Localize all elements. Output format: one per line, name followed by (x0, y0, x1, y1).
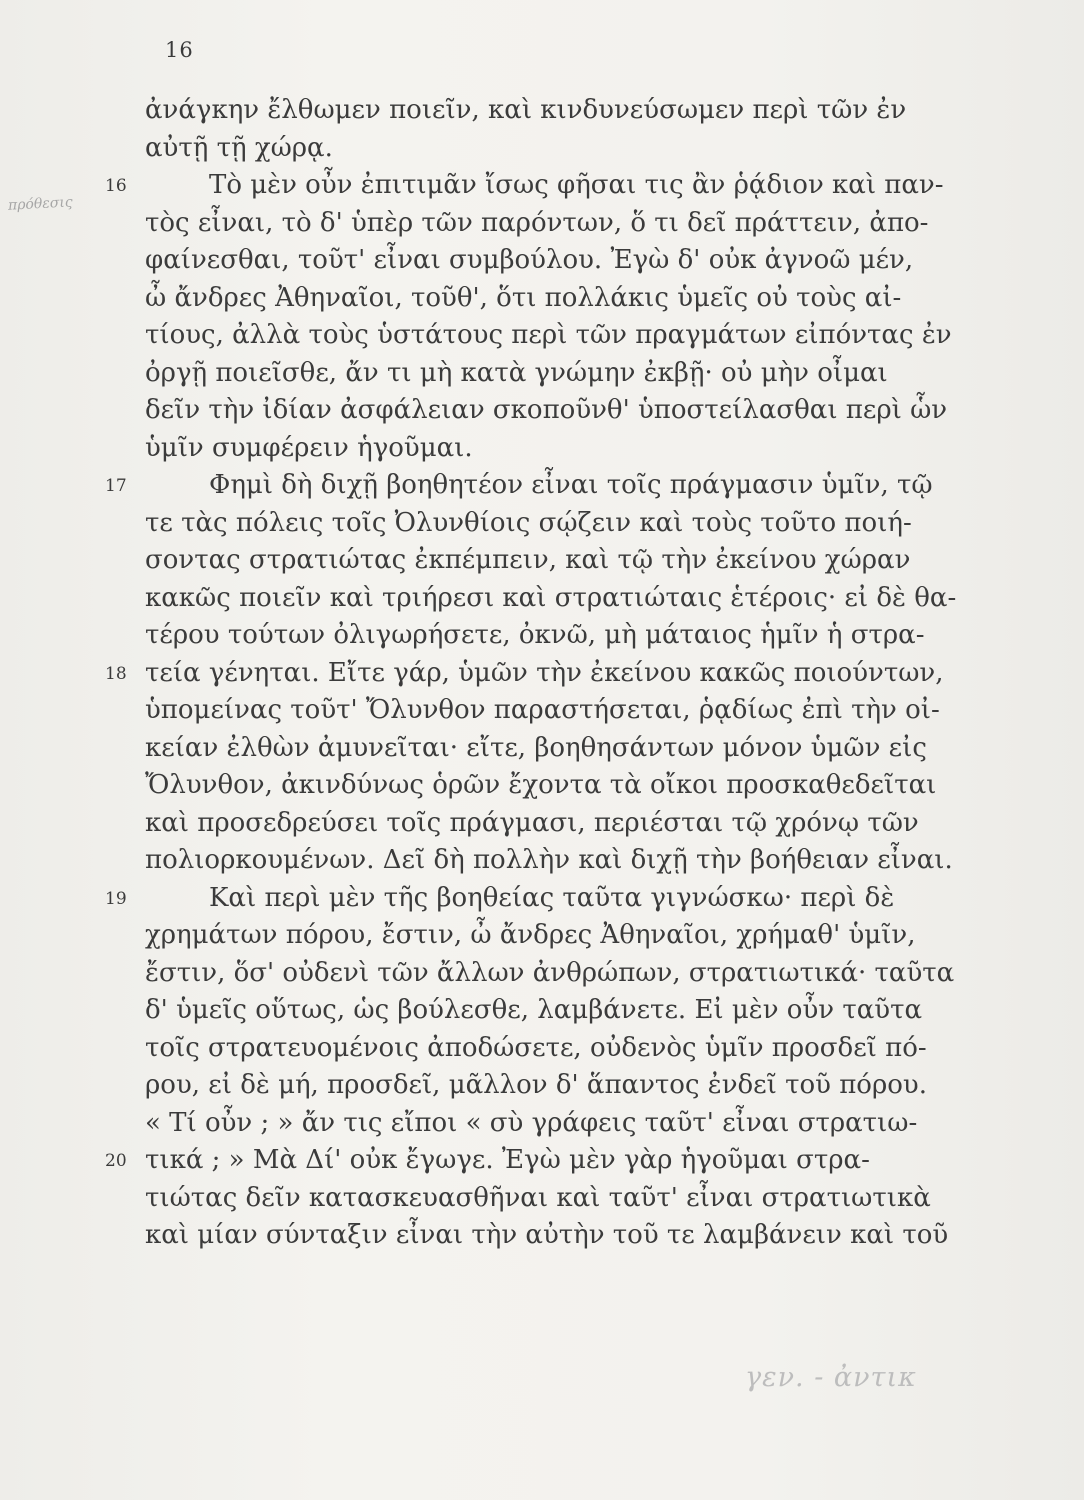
handwritten-margin-note: πρόθεσις (7, 194, 74, 214)
text-line (145, 730, 995, 768)
line-text: τε τὰς πόλεις τοῖς Ὀλυνθίοις σῴζειν καὶ τοὺς τοῦτο ποιή- (145, 507, 912, 538)
text-line (145, 205, 995, 243)
line-text: τίους, ἀλλὰ τοὺς ὑστάτους περὶ τῶν πραγμάτων εἰπόντας ἐν (145, 320, 952, 350)
line-text: ὑμῖν συμφέρειν ἡγοῦμαι. (145, 432, 473, 463)
text-line (105, 655, 995, 693)
text-line (145, 617, 995, 655)
text-line (145, 505, 995, 543)
text-line (145, 317, 995, 355)
text-line (105, 467, 995, 505)
text-line (145, 1030, 995, 1068)
text-line (145, 130, 995, 168)
text-line (105, 1142, 995, 1180)
section-number: 16 (105, 176, 127, 196)
line-text: ὦ ἄνδρες Ἀθηναῖοι, τοῦθ', ὅτι πολλάκις ὑμεῖς οὐ τοὺς αἰ- (145, 282, 902, 313)
line-text: « Τί οὖν ; » ἄν τις εἴποι « σὺ γράφεις ταῦτ' εἶναι στρατιω- (145, 1107, 918, 1138)
line-text: Καὶ περὶ μὲν τῆς βοηθείας ταῦτα γιγνώσκω· περὶ δὲ (209, 882, 895, 913)
text-line (145, 842, 995, 880)
line-text: τέρου τούτων ὀλιγωρήσετε, ὀκνῶ, μὴ μάταιος ἡμῖν ἡ στρα- (145, 620, 925, 650)
line-text: καὶ μίαν σύνταξιν εἶναι τὴν αὐτὴν τοῦ τε λαμβάνειν καὶ τοῦ (145, 1220, 949, 1250)
section-number: 20 (105, 1151, 127, 1171)
line-text: ὀργῇ ποιεῖσθε, ἄν τι μὴ κατὰ γνώμην ἐκβῇ· οὐ μὴν οἶμαι (145, 357, 888, 388)
section-number: 19 (105, 888, 127, 909)
text-line (145, 92, 995, 130)
text-line (145, 430, 995, 468)
text-line (145, 1067, 995, 1105)
greek-text-body (105, 92, 995, 1255)
section-number: 18 (105, 663, 127, 684)
text-line (145, 1217, 995, 1255)
line-text: Τὸ μὲν οὖν ἐπιτιμᾶν ἴσως φῆσαι τις ἂν ῥᾴδιον καὶ παν- (209, 170, 944, 200)
line-text: δεῖν τὴν ἰδίαν ἀσφάλειαν σκοποῦνθ' ὑποστείλασθαι περὶ ὧν (145, 395, 948, 425)
line-text: τικά ; » Μὰ Δί' οὐκ ἔγωγε. Ἐγὼ μὲν γὰρ ἡγοῦμαι στρα- (145, 1145, 870, 1175)
line-text: τεία γένηται. Εἴτε γάρ, ὑμῶν τὴν ἐκείνου κακῶς ποιούντων, (145, 657, 944, 688)
text-line (145, 767, 995, 805)
line-text: ὑπομείνας τοῦτ' Ὄλυνθον παραστήσεται, ῥᾳδίως ἐπὶ τὴν οἰ- (145, 695, 940, 725)
line-text: Φημὶ δὴ διχῇ βοηθητέον εἶναι τοῖς πράγμασιν ὑμῖν, τῷ (209, 470, 933, 500)
line-text: δ' ὑμεῖς οὕτως, ὡς βούλεσθε, λαμβάνετε. Εἰ μὲν οὖν ταῦτα (145, 995, 923, 1025)
text-line (145, 917, 995, 955)
text-line (145, 280, 995, 318)
line-text: καὶ προσεδρεύσει τοῖς πράγμασι, περιέσται τῷ χρόνῳ τῶν (145, 807, 919, 838)
line-text: αὐτῇ τῇ χώρᾳ. (145, 132, 333, 163)
text-line (145, 242, 995, 280)
line-text: Ὄλυνθον, ἀκινδύνως ὁρῶν ἔχοντα τὰ οἴκοι προσκαθεδεῖται (145, 770, 937, 800)
line-text: ἀνάγκην ἔλθωμεν ποιεῖν, καὶ κινδυνεύσωμεν περὶ τῶν ἐν (145, 95, 907, 125)
text-line (145, 355, 995, 393)
line-text: φαίνεσθαι, τοῦτ' εἶναι συμβούλου. Ἐγὼ δ' οὐκ ἀγνοῶ μέν, (145, 245, 914, 275)
line-text: πολιορκουμένων. Δεῖ δὴ πολλὴν καὶ διχῇ τὴν βοήθειαν εἶναι. (145, 845, 953, 875)
line-text: τὸς εἶναι, τὸ δ' ὑπὲρ τῶν παρόντων, ὅ τι δεῖ πράττειν, ἀπο- (145, 207, 929, 238)
section-number: 17 (105, 476, 127, 496)
text-line (145, 542, 995, 580)
line-text: ρου, εἰ δὲ μή, προσδεῖ, μᾶλλον δ' ἅπαντος ἐνδεῖ τοῦ πόρου. (145, 1070, 927, 1100)
text-line (145, 955, 995, 993)
text-line (145, 805, 995, 843)
text-line (105, 167, 995, 205)
text-line (145, 1105, 995, 1143)
handwritten-bottom-note: γεν. - ἀντικ (745, 1362, 917, 1393)
text-line (105, 880, 995, 918)
text-line (145, 580, 995, 618)
line-text: κείαν ἐλθὼν ἀμυνεῖται· εἴτε, βοηθησάντων μόνον ὑμῶν εἰς (145, 732, 927, 763)
line-text: χρημάτων πόρου, ἔστιν, ὦ ἄνδρες Ἀθηναῖοι, χρήμαθ' ὑμῖν, (145, 920, 916, 950)
line-text: ἔστιν, ὅσ' οὐδενὶ τῶν ἄλλων ἀνθρώπων, στρατιωτικά· ταῦτα (145, 957, 955, 988)
text-line (145, 392, 995, 430)
text-line (145, 692, 995, 730)
line-text: τοῖς στρατευομένοις ἀποδώσετε, οὐδενὸς ὑμῖν προσδεῖ πό- (145, 1032, 927, 1063)
line-text: κακῶς ποιεῖν καὶ τριήρεσι καὶ στρατιώταις ἑτέροις· εἰ δὲ θα- (145, 582, 957, 613)
text-line (145, 992, 995, 1030)
page-number: 16 (165, 38, 194, 62)
line-text: τιώτας δεῖν κατασκευασθῆναι καὶ ταῦτ' εἶναι στρατιωτικὰ (145, 1182, 931, 1213)
text-line (145, 1180, 995, 1218)
line-text: σοντας στρατιώτας ἐκπέμπειν, καὶ τῷ τὴν ἐκείνου χώραν (145, 545, 911, 575)
